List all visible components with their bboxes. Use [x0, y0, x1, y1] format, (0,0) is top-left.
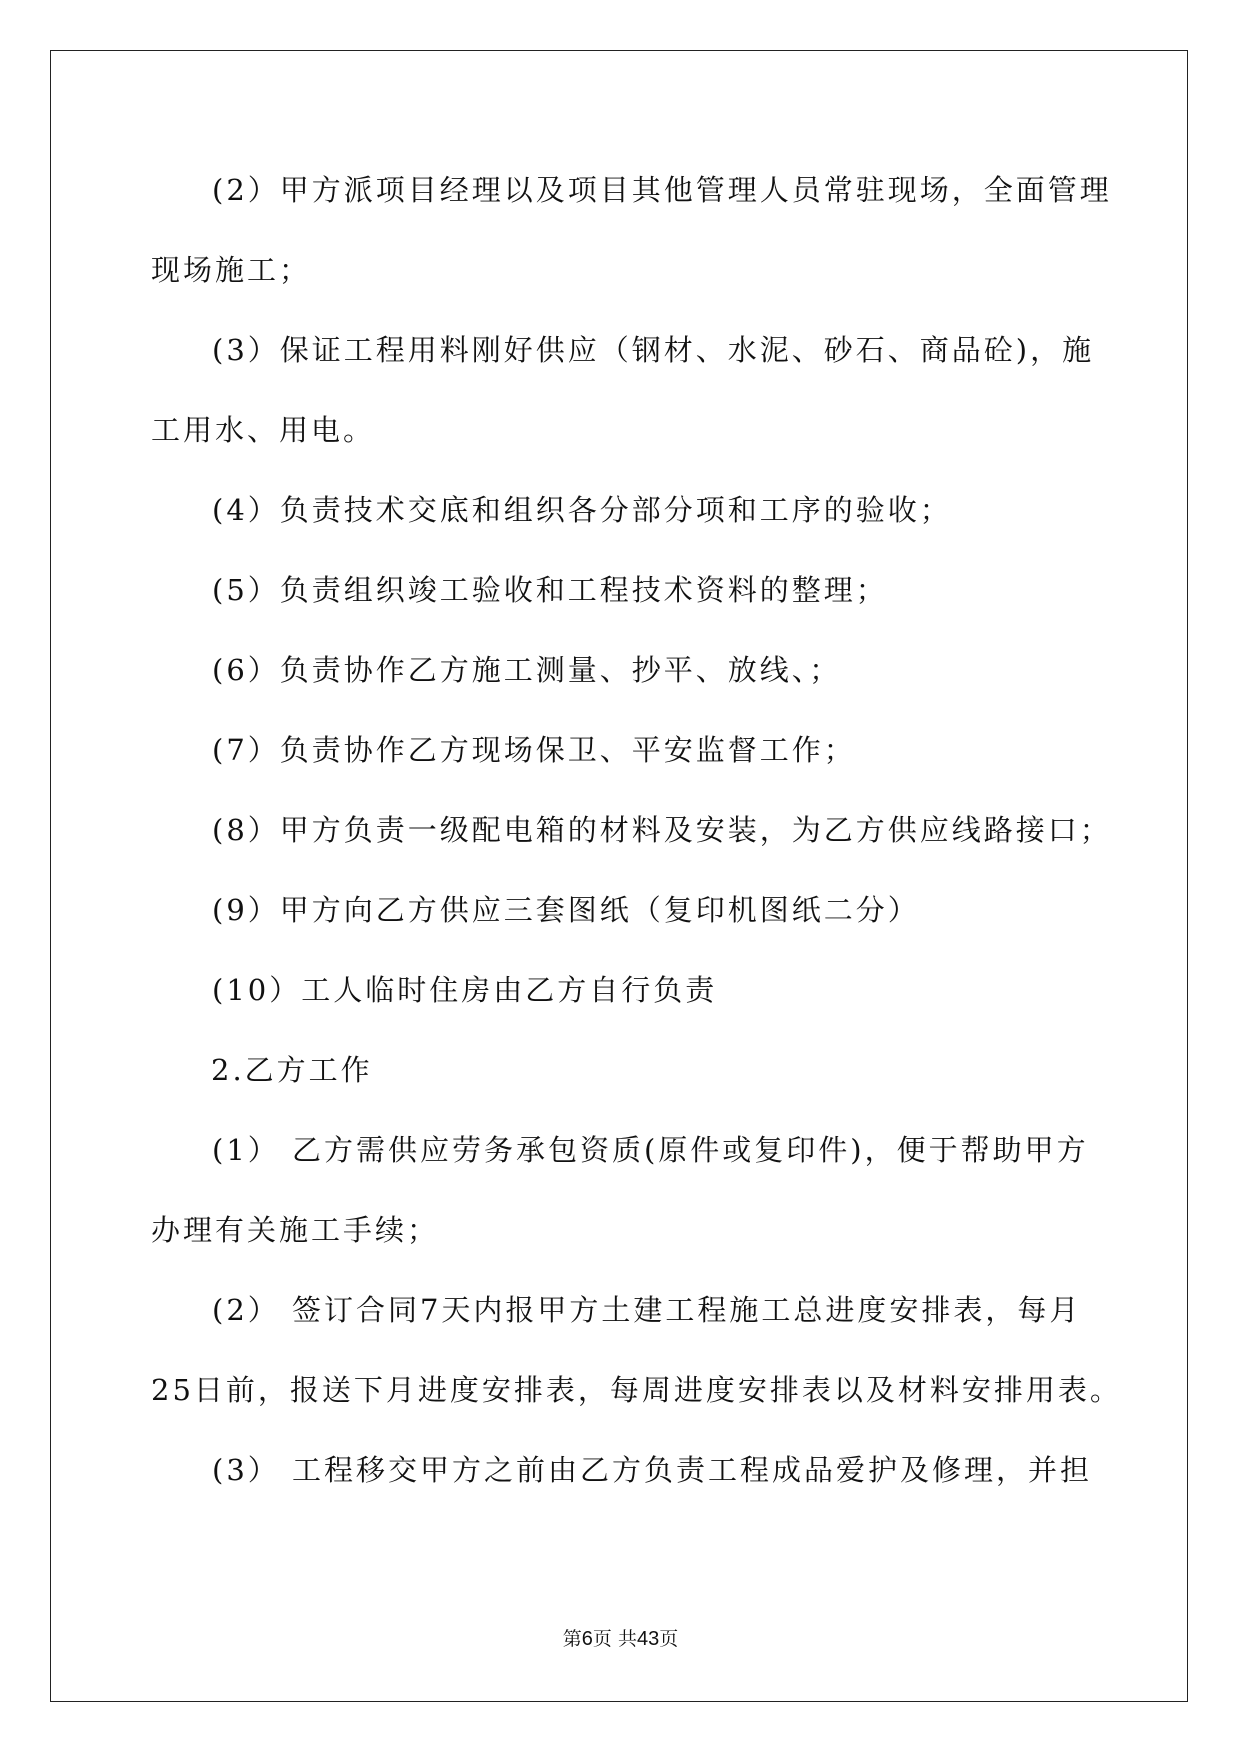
text-line: 工用水、用电。 — [151, 413, 376, 447]
text-line: 现场施工； — [151, 253, 312, 287]
text-line: (5）负责组织竣工验收和工程技术资料的整理； — [212, 573, 888, 607]
footer-middle: 页 共 — [592, 1628, 637, 1650]
text-line: (7）负责协作乙方现场保卫、平安监督工作； — [212, 733, 856, 767]
text-line: (1） 乙方需供应劳务承包资质(原件或复印件)，便于帮助甲方 — [212, 1133, 1089, 1167]
footer-suffix: 页 — [659, 1628, 679, 1650]
page-number: 6 — [581, 1628, 593, 1650]
text-line: (2） 签订合同7天内报甲方土建工程施工总进度安排表，每月 — [212, 1293, 1082, 1327]
total-pages: 43 — [636, 1628, 660, 1650]
page-footer — [0, 1627, 1241, 1651]
text-line: (9）甲方向乙方供应三套图纸（复印机图纸二分） — [212, 893, 920, 927]
text-line: 25日前，报送下月进度安排表，每周进度安排表以及材料安排用表。 — [151, 1373, 1122, 1407]
text-line: 办理有关施工手续； — [151, 1213, 440, 1247]
section-heading: 2.乙方工作 — [211, 1053, 373, 1087]
text-line: (3）保证工程用料刚好供应（钢材、水泥、砂石、商品砼)，施 — [212, 333, 1095, 367]
text-line: (10）工人临时住房由乙方自行负责 — [212, 973, 718, 1007]
text-line: (6）负责协作乙方施工测量、抄平、放线、； — [212, 653, 842, 687]
text-line: (3） 工程移交甲方之前由乙方负责工程成品爱护及修理，并担 — [212, 1453, 1092, 1487]
text-line: (2）甲方派项目经理以及项目其他管理人员常驻现场，全面管理 — [212, 173, 1112, 207]
text-line: (4）负责技术交底和组织各分部分项和工序的验收； — [212, 493, 952, 527]
footer-prefix: 第 — [562, 1628, 582, 1650]
text-line: (8）甲方负责一级配电箱的材料及安装，为乙方供应线路接口； — [212, 813, 1112, 847]
